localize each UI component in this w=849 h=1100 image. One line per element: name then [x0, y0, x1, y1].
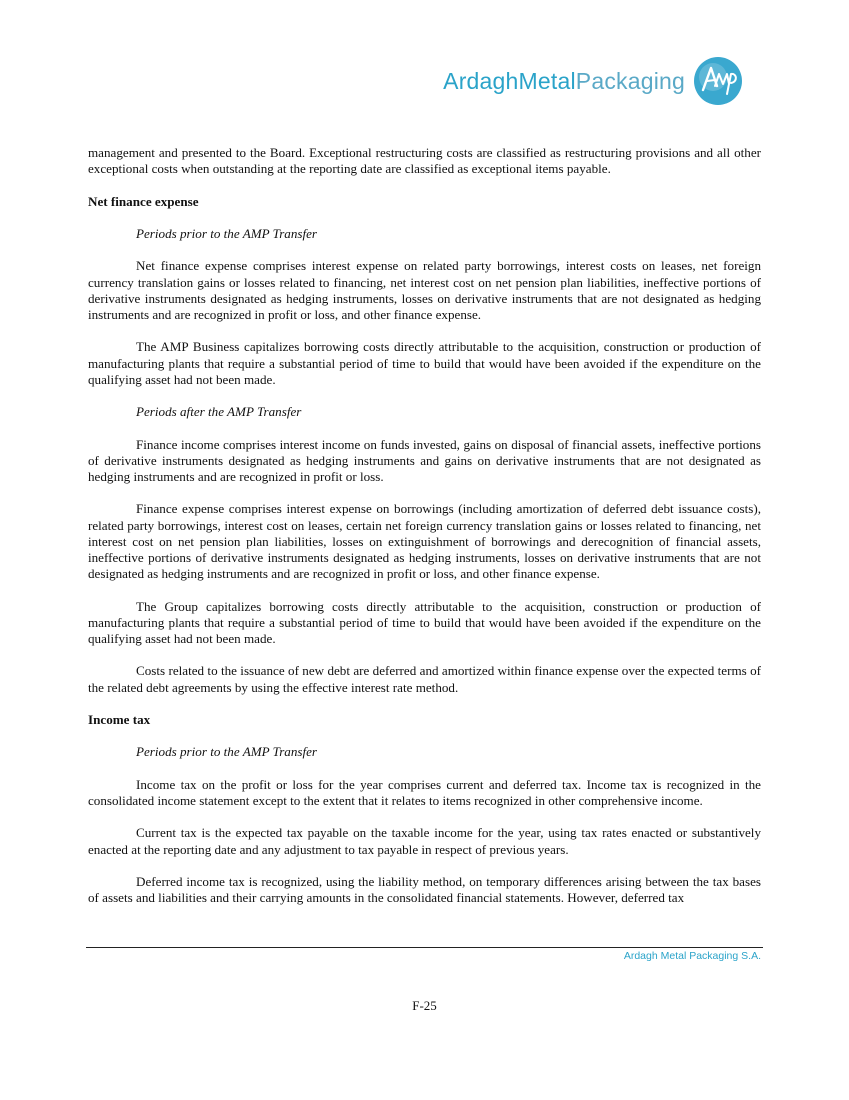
logo-word-ardagh: Ardagh [443, 67, 519, 94]
paragraph-group-capitalizes: The Group capitalizes borrowing costs directly attributable to the acquisition, construction or production of manufacturing plants that require a substantial period of time to build that would have been avoided if the expenditure on the qualifying asset had not been made. [88, 598, 761, 646]
paragraph-finance-expense: Finance expense comprises interest expense on borrowings (including amortization of deferred debt issuance costs), related party borrowings, interest cost on leases, certain net foreign currency translation gains or losses related to financing, net interest cost on net pension plan liabilities, losses on extinguishment of borrowings and derecognition of financial assets, ineffective portions of derivative instruments designated as hedging instruments, losses on derivative instruments that are not designated as hedging instruments and are recognized in profit or loss, and other finance expense. [88, 501, 761, 582]
paragraph-current-tax: Current tax is the expected tax payable on the taxable income for the year, using tax rates enacted or substantively enacted at the reporting date and any adjustment to tax payable in respect of previous years. [88, 825, 761, 857]
paragraph-debt-issuance-costs: Costs related to the issuance of new debt are deferred and amortized within finance expense over the expected terms of the related debt agreements by using the effective interest rate method. [88, 663, 761, 695]
subheading-periods-after: Periods after the AMP Transfer [136, 404, 302, 420]
subheading-periods-prior-tax: Periods prior to the AMP Transfer [136, 744, 318, 760]
logo-wordmark [443, 68, 685, 95]
paragraph-net-finance-expense: Net finance expense comprises interest expense on related party borrowings, interest costs on leases, net foreign currency translation gains or losses related to financing, net interest cost on net pension plan liabilities, ineffective portions of derivative instruments designated as hedging instruments, losses on derivative instruments that are not designated as hedging instruments and are recognized in profit or loss, and other finance expense. [88, 258, 761, 322]
amp-logo-icon [691, 54, 745, 108]
paragraph-income-tax: Income tax on the profit or loss for the year comprises current and deferred tax. Income tax is recognized in the consolidated income statement except to the extent that it relates to items recognized in other comprehensive income. [88, 776, 761, 808]
paragraph-finance-income: Finance income comprises interest income on funds invested, gains on disposal of financial assets, ineffective portions of derivative instruments designated as hedging instruments and gains on derivative instruments that are not designated as hedging instruments and are recognized in profit or loss. [88, 436, 761, 484]
heading-income-tax: Income tax [88, 711, 151, 727]
document-body [88, 145, 761, 923]
subheading-periods-prior: Periods prior to the AMP Transfer [136, 225, 318, 241]
logo-word-metal: Metal [518, 67, 576, 94]
company-logo [443, 54, 745, 108]
paragraph-exceptional-items: management and presented to the Board. Exceptional restructuring costs are classified as restructuring provisions and all other exceptional costs when outstanding at the reporting date are classified as exceptional items payable. [88, 145, 761, 177]
paragraph-amp-capitalizes: The AMP Business capitalizes borrowing costs directly attributable to the acquisition, construction or production of manufacturing plants that require a substantial period of time to build that would have been avoided if the expenditure on the qualifying asset had not been made. [88, 339, 761, 387]
logo-word-packaging: Packaging [575, 67, 685, 94]
paragraph-deferred-tax: Deferred income tax is recognized, using the liability method, on temporary differences arising between the tax bases of assets and liabilities and their carrying amounts in the consolidated financial statements. However, deferred tax [88, 873, 761, 906]
footer-divider [86, 947, 763, 948]
footer-company-name: Ardagh Metal Packaging S.A. [623, 950, 761, 962]
heading-net-finance-expense: Net finance expense [88, 193, 199, 209]
page-number: F-25 [412, 998, 437, 1013]
